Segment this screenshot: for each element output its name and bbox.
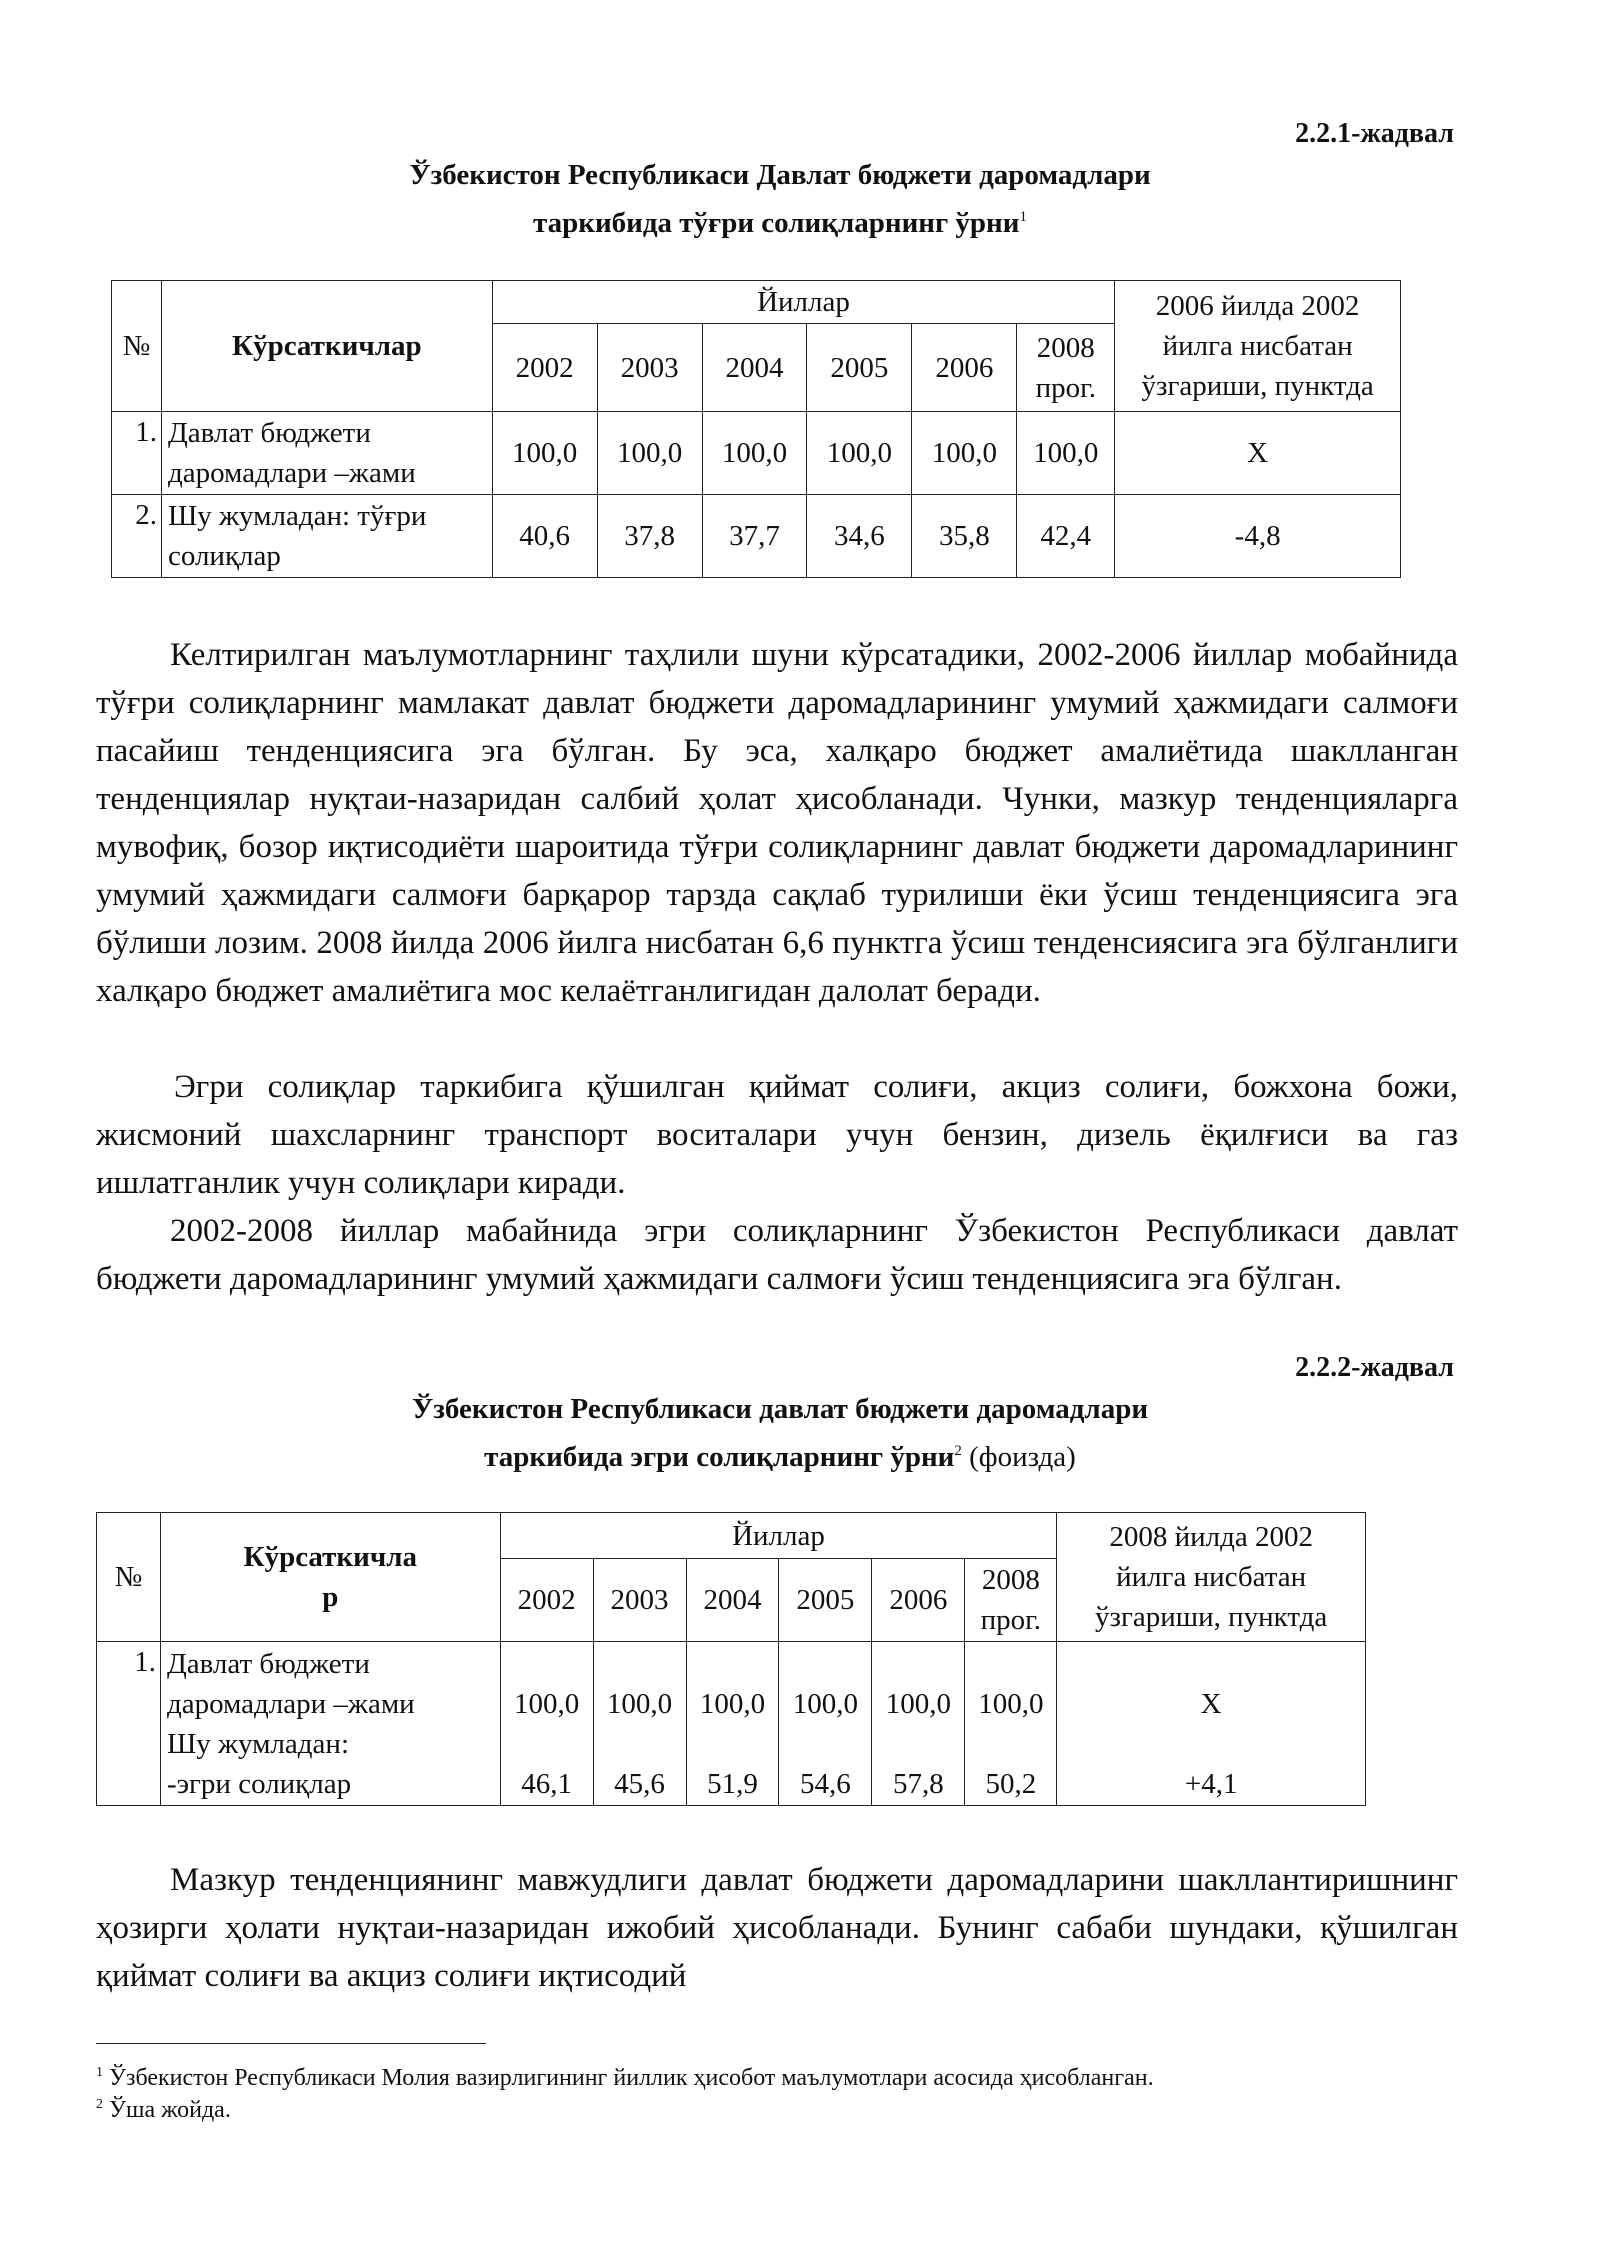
footnote	[96, 2058, 1154, 2093]
cell-change-pair	[1057, 1642, 1366, 1806]
header-change	[1115, 281, 1401, 412]
row-number: 1.	[97, 1642, 161, 1806]
cell-change: Х	[1115, 412, 1401, 495]
cell-value: 46,1	[521, 1767, 572, 1800]
row-indicator	[161, 495, 492, 578]
cell-value: 37,8	[597, 495, 702, 578]
header-years: Йиллар	[500, 1513, 1057, 1559]
footnote-separator	[96, 2043, 486, 2044]
table-row	[112, 495, 1401, 578]
direct-taxes-table	[111, 280, 1401, 578]
footnote-mark: 2	[954, 1443, 962, 1459]
header-indicator-line: Кўрсаткичла	[243, 1541, 417, 1573]
header-years: Йиллар	[492, 281, 1115, 324]
header-year: 2004	[702, 324, 807, 412]
cell-value: 100,0	[792, 1687, 859, 1720]
header-number: №	[112, 281, 162, 412]
header-year: 2002	[492, 324, 597, 412]
row-indicator	[160, 1642, 500, 1806]
header-year-forecast	[965, 1559, 1057, 1642]
table-title	[0, 1388, 1560, 1478]
row-indicator-line: Давлат бюджети	[167, 417, 371, 449]
cell-value-pair	[686, 1642, 779, 1806]
cell-change: -4,8	[1115, 495, 1401, 578]
header-year: 2005	[807, 324, 912, 412]
table-title-line	[0, 1430, 1560, 1478]
header-year-line: 2008	[981, 1564, 1040, 1596]
cell-value: 54,6	[800, 1767, 851, 1800]
cell-value: 51,9	[707, 1767, 758, 1800]
footnote-text: Ўша жойда.	[109, 2097, 231, 2123]
table-title	[0, 154, 1560, 244]
cell-value-pair	[872, 1642, 965, 1806]
header-number: №	[97, 1513, 161, 1642]
header-change	[1057, 1513, 1366, 1642]
cell-value: 40,6	[492, 495, 597, 578]
row-indicator-line: Шу жумладан: тўғри	[167, 500, 427, 532]
row-indicator-line: -эгри солиқлар	[166, 1767, 352, 1800]
cell-value: 100,0	[978, 1687, 1044, 1720]
row-indicator-line: солиқлар	[167, 540, 281, 572]
header-change-line: йилга нисбатан	[1116, 1561, 1307, 1593]
header-year-line: прог.	[980, 1604, 1042, 1636]
cell-change: +4,1	[1184, 1767, 1238, 1800]
body-paragraph: Келтирилган маълумотларнинг таҳлили шуни кўрсатадики, 2002-2006 йиллар мобайнида тўғри солиқларнинг мамлакат давлат бюджети даромадларининг умумий ҳажмидаги салмоғи пасайиш тенденциясига эга бўлган. Бу эса, халқаро бюджет амалиётида шаклланган тенденциялар нуқтаи-назаридан салбий ҳолат ҳисобланади. Чунки, мазкур тенденцияларга мувофиқ, бозор иқтисодиёти шароитида тўғри солиқларнинг давлат бюджети даромадларининг умумий ҳажмидаги салмоғи барқарор тарзда сақлаб турилиши ёки ўсиш тенденциясига эга бўлиши лозим. 2008 йилда 2006 йилга нисбатан 6,6 пунктга ўсиш тенденсиясига эга бўлганлиги халқаро бюджет амалиётига мос келаётганлигидан далолат беради.	[96, 637, 1458, 1009]
cell-value: 42,4	[1017, 495, 1115, 578]
cell-value: 100,0	[492, 412, 597, 495]
cell-value: 100,0	[606, 1687, 673, 1720]
header-year-line: прог.	[1035, 371, 1096, 404]
table-title-text: таркибида эгри солиқларнинг ўрни	[484, 1441, 955, 1473]
header-indicator	[160, 1513, 500, 1642]
cell-value-pair	[779, 1642, 872, 1806]
header-year-forecast	[1017, 324, 1115, 412]
table-title-unit: (фоизда)	[969, 1441, 1076, 1473]
row-number: 1.	[112, 412, 162, 495]
header-year: 2003	[593, 1559, 686, 1642]
cell-value: 34,6	[807, 495, 912, 578]
cell-value: 57,8	[893, 1767, 944, 1800]
table-row	[112, 412, 1401, 495]
body-paragraph: Мазкур тенденциянинг мавжудлиги давлат бюджети даромадларини шакллантиришнинг ҳозирги ҳолати нуқтаи-назаридан ижобий ҳисобланади. Бунинг сабаби шундаки, қўшилган қиймат солиғи ва акциз солиғи иқтисодий	[96, 1862, 1458, 1994]
header-year-line: 2008	[1036, 331, 1095, 364]
cell-value: 100,0	[912, 412, 1017, 495]
header-year: 2002	[500, 1559, 593, 1642]
header-year: 2003	[597, 324, 702, 412]
cell-value: 35,8	[912, 495, 1017, 578]
body-paragraph: 2002-2008 йиллар мабайнида эгри солиқларнинг Ўзбекистон Республикаси давлат бюджети даромадларининг умумий ҳажмидаги салмоғи ўсиш тенденциясига эга бўлган.	[96, 1213, 1458, 1297]
table-title-line: Ўзбекистон Республикаси Давлат бюджети даромадлари	[409, 159, 1151, 191]
footnote-mark: 2	[96, 2097, 103, 2112]
header-change-line: 2008 йилда 2002	[1109, 1521, 1313, 1553]
table-number: 2.2.1-жадвал	[1295, 118, 1454, 149]
header-year: 2005	[779, 1559, 872, 1642]
row-indicator	[161, 412, 492, 495]
cell-value-pair	[593, 1642, 686, 1806]
row-number: 2.	[112, 495, 162, 578]
header-change-line: 2006 йилда 2002	[1155, 290, 1360, 322]
cell-change: Х	[1200, 1687, 1222, 1720]
header-change-line: йилга нисбатан	[1162, 330, 1353, 362]
row-indicator-line: даромадлари –жами	[167, 457, 416, 489]
row-indicator-line: даромадлари –жами	[166, 1687, 415, 1720]
header-change-line: ўзгариши, пунктда	[1095, 1601, 1328, 1633]
header-year: 2006	[872, 1559, 965, 1642]
row-indicator-line: Давлат бюджети	[166, 1647, 370, 1680]
footnote	[96, 2090, 231, 2125]
cell-value: 100,0	[513, 1687, 580, 1720]
indirect-taxes-table	[96, 1512, 1366, 1806]
cell-value: 37,7	[702, 495, 807, 578]
cell-value: 100,0	[597, 412, 702, 495]
body-paragraph: Эгри солиқлар таркибига қўшилган қиймат солиғи, акциз солиғи, божхона божи, жисмоний шахсларнинг транспорт воситалари учун бензин, дизель ёқилғиси ва газ ишлатганлик учун солиқлари киради.	[96, 1069, 1458, 1201]
cell-value: 100,0	[699, 1687, 766, 1720]
cell-value: 100,0	[807, 412, 912, 495]
cell-value: 50,2	[985, 1767, 1037, 1800]
table-title-line: Ўзбекистон Республикаси давлат бюджети даромадлари	[411, 1393, 1149, 1425]
cell-value: 100,0	[885, 1687, 951, 1720]
table-number: 2.2.2-жадвал	[1295, 1352, 1454, 1383]
header-change-line: ўзгариши, пунктда	[1141, 370, 1374, 402]
table-title-line	[0, 196, 1560, 244]
header-indicator: Кўрсаткичлар	[161, 281, 492, 412]
header-indicator-line: р	[322, 1581, 339, 1613]
footnote-mark: 1	[1019, 209, 1027, 225]
cell-value: 45,6	[614, 1767, 665, 1800]
footnote-text: Ўзбекистон Республикаси Молия вазирлигининг йиллик ҳисобот маълумотлари асосида ҳисобланган.	[109, 2065, 1154, 2091]
cell-value: 100,0	[1017, 412, 1115, 495]
table-title-text: таркибида тўғри солиқларнинг ўрни	[533, 207, 1020, 239]
footnote-mark: 1	[96, 2065, 103, 2080]
table-row	[97, 1642, 1366, 1806]
cell-value: 100,0	[702, 412, 807, 495]
cell-value-pair	[500, 1642, 593, 1806]
header-year: 2004	[686, 1559, 779, 1642]
header-year: 2006	[912, 324, 1017, 412]
cell-value-pair	[965, 1642, 1057, 1806]
row-indicator-line: Шу жумладан:	[166, 1727, 349, 1760]
